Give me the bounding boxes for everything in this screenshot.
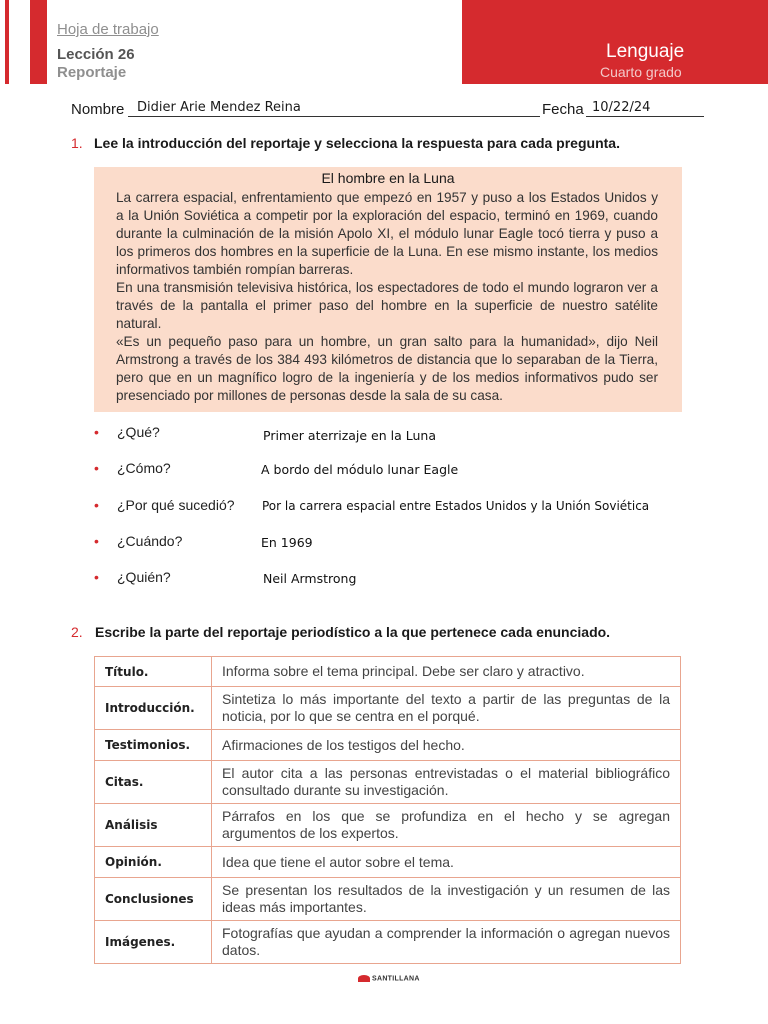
question-when-label: ¿Cuándo? [117, 533, 183, 549]
question-2-text: Escribe la parte del reportaje periodístico a la que pertenece cada enunciado. [95, 624, 611, 640]
report-parts-table [94, 656, 681, 964]
part-definition-cell: Idea que tiene el autor sobre el tema. [212, 847, 681, 878]
table-row [95, 878, 681, 921]
reading-box [94, 167, 682, 412]
part-definition-cell: Afirmaciones de los testigos del hecho. [212, 730, 681, 761]
reading-paragraph: En una transmisión televisiva histórica, los espectadores de todo el mundo lograron ver a través de la pantalla el primer paso del hombre en la superficie de nuestro satélite natural. [116, 280, 658, 331]
answer-when-field[interactable]: En 1969 [261, 535, 313, 550]
answer-why-field[interactable]: Por la carrera espacial entre Estados Unidos y la Unión Soviética [262, 499, 650, 513]
header-accent-thin [5, 0, 9, 84]
grade-label: Cuarto grado [600, 64, 682, 80]
name-underline [128, 116, 540, 117]
reading-body [116, 189, 658, 405]
part-term-cell[interactable]: Opinión. [95, 847, 212, 878]
bullet-icon: • [94, 497, 99, 513]
question-how-label: ¿Cómo? [117, 460, 171, 476]
part-definition-cell: Se presentan los resultados de la investigación y un resumen de las ideas más importantes. [212, 878, 681, 921]
table-row [95, 921, 681, 964]
part-term-cell[interactable]: Imágenes. [95, 921, 212, 964]
part-term-cell[interactable]: Testimonios. [95, 730, 212, 761]
bullet-icon: • [94, 460, 99, 476]
part-definition-cell: Sintetiza lo más importante del texto a partir de las preguntas de la noticia, por lo que se centra en el porqué. [212, 687, 681, 730]
date-label: Fecha [542, 101, 584, 118]
publisher-name: SANTILLANA [372, 975, 420, 983]
worksheet-label[interactable]: Hoja de trabajo [57, 21, 159, 38]
lesson-label: Lección 26 [57, 46, 135, 63]
name-label: Nombre [71, 101, 125, 118]
subject-title: Lenguaje [606, 41, 685, 62]
reading-title: El hombre en la Luna [321, 170, 455, 186]
answer-what-field[interactable]: Primer aterrizaje en la Luna [263, 428, 436, 443]
question-why-label: ¿Por qué sucedió? [117, 497, 235, 513]
question-what-label: ¿Qué? [117, 424, 160, 440]
publisher-logo-icon [358, 975, 370, 982]
answer-who-field[interactable]: Neil Armstrong [263, 571, 357, 586]
part-term-cell[interactable]: Citas. [95, 761, 212, 804]
bullet-icon: • [94, 424, 99, 440]
topic-label: Reportaje [57, 64, 127, 81]
reading-paragraph: «Es un pequeño paso para un hombre, un gran salto para la humanidad», dijo Neil Armstrong a través de los 384 493 kilómetros de distancia que lo separaban de la Tierra, pero que en un magnífico logro de la ingeniería y de los medios informativos pudo ser presenciado por millones de personas desde la sala de su casa. [116, 334, 658, 403]
header-accent-bar [30, 0, 47, 84]
part-term-cell[interactable]: Conclusiones [95, 878, 212, 921]
part-term-cell[interactable]: Introducción. [95, 687, 212, 730]
table-row [95, 847, 681, 878]
part-definition-cell: Informa sobre el tema principal. Debe ser claro y atractivo. [212, 657, 681, 687]
question-1-text: Lee la introducción del reportaje y selecciona la respuesta para cada pregunta. [94, 135, 620, 151]
question-who-label: ¿Quién? [117, 569, 171, 585]
part-definition-cell: Párrafos en los que se profundiza en el hecho y se agregan argumentos de los expertos. [212, 804, 681, 847]
date-field[interactable]: 10/22/24 [592, 100, 651, 115]
date-underline [586, 116, 704, 117]
answer-how-field[interactable]: A bordo del módulo lunar Eagle [261, 462, 459, 477]
part-term-cell[interactable]: Título. [95, 657, 212, 687]
question-2-number: 2. [71, 624, 83, 640]
part-term-cell[interactable]: Análisis [95, 804, 212, 847]
table-row [95, 657, 681, 687]
bullet-icon: • [94, 569, 99, 585]
table-row [95, 730, 681, 761]
table-row [95, 761, 681, 804]
publisher-logo [358, 975, 420, 982]
part-definition-cell: El autor cita a las personas entrevistadas o el material bibliográfico consultado durante su investigación. [212, 761, 681, 804]
part-definition-cell: Fotografías que ayudan a comprender la información o agregan nuevos datos. [212, 921, 681, 964]
table-row [95, 804, 681, 847]
bullet-icon: • [94, 533, 99, 549]
table-row [95, 687, 681, 730]
reading-paragraph: La carrera espacial, enfrentamiento que empezó en 1957 y puso a los Estados Unidos y a la Unión Soviética a competir por la exploración del espacio, terminó en 1969, cuando durante la culminación de la misión Apolo XI, el módulo lunar Eagle tocó tierra y puso a los primeros dos hombres en la superficie de la Luna. En ese mismo instante, los medios informativos también rompían barreras. [116, 190, 658, 277]
question-1-number: 1. [71, 135, 83, 151]
name-field[interactable]: Didier Arie Mendez Reina [137, 100, 301, 115]
